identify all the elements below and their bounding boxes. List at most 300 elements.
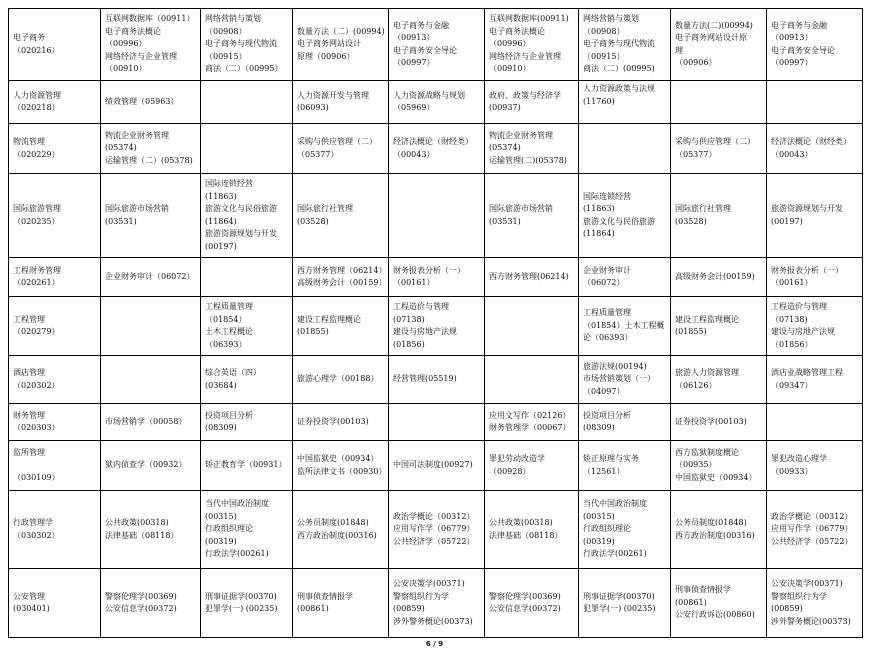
- course-cell: [201, 9, 293, 81]
- course-cell: [767, 81, 863, 124]
- course-line: （06126）: [675, 380, 717, 390]
- course-cell: [579, 174, 671, 258]
- course-cell: [293, 569, 389, 638]
- major-cell: [9, 297, 101, 356]
- course-line: 国际旅游市场营销: [105, 204, 169, 213]
- major-cell: [9, 81, 101, 124]
- course-line: 电子商务与金融: [393, 20, 449, 30]
- major-name: 电子商务: [13, 33, 45, 42]
- course-line: 行政组织理论: [205, 524, 253, 534]
- course-cell: [767, 9, 863, 81]
- course-line: 电子商务网站设计原: [675, 33, 747, 42]
- major-code: （020218）: [13, 103, 60, 112]
- course-cell: [671, 356, 767, 404]
- course-line: （00915）: [205, 51, 247, 61]
- course-line: 财务报表分析（一）: [393, 265, 465, 275]
- major-name: 工程管理: [13, 314, 45, 324]
- major-cell: [9, 356, 101, 404]
- course-line: （05969）: [393, 103, 435, 112]
- course-line: （00161）: [393, 278, 435, 287]
- course-line: 数量方法（二）(00994): [297, 26, 385, 36]
- course-cell: [101, 258, 201, 297]
- table-row: [9, 491, 863, 569]
- course-line: 西方监狱制度概论: [675, 447, 739, 457]
- course-cell: [389, 258, 485, 297]
- course-line: （00908）: [583, 26, 625, 36]
- course-line: (05374): [105, 143, 137, 153]
- course-line: （00908）: [205, 26, 247, 36]
- course-cell: [485, 9, 579, 81]
- course-line: 电子商务与现代物流: [583, 39, 655, 49]
- major-code: （020302）: [13, 380, 60, 390]
- course-cell: [671, 174, 767, 258]
- course-line: 财务管理学（00067）: [489, 423, 571, 432]
- course-line: 土木工程概论: [205, 327, 253, 336]
- course-cell: [293, 356, 389, 404]
- course-line: 电子商务法概论: [489, 26, 545, 36]
- course-line: (07138): [393, 314, 425, 324]
- course-line: （00910）: [489, 64, 531, 74]
- course-cell: [293, 491, 389, 569]
- course-line: 应用写作学（06779）: [393, 524, 475, 534]
- course-cell: [389, 81, 485, 124]
- major-code: (030401): [13, 604, 50, 613]
- course-line: 论（06393）: [583, 333, 633, 343]
- major-code: （020216）: [13, 45, 60, 55]
- course-cell: [101, 174, 201, 258]
- course-line: 西方政治制度(00316): [675, 530, 755, 540]
- course-line: 中国司法制度(00927): [393, 460, 473, 470]
- course-line: 当代中国政治制度: [205, 499, 269, 509]
- course-cell: [293, 81, 389, 124]
- course-line: (03531): [105, 216, 137, 226]
- course-line: (11760): [583, 96, 615, 106]
- course-cell: [101, 81, 201, 124]
- course-line: 公安决策学(00371): [393, 579, 465, 588]
- course-cell: [485, 569, 579, 638]
- course-line: (11863): [583, 204, 615, 213]
- course-line: 警察伦理学(00369): [489, 591, 561, 601]
- major-cell: [9, 124, 101, 174]
- course-line: 犯罪学(一) (00235): [583, 604, 656, 613]
- course-cell: [671, 297, 767, 356]
- course-line: 行政法学(00261): [205, 549, 269, 559]
- course-cell: [293, 174, 389, 258]
- course-line: 犯罪学(一) (00235): [205, 604, 278, 613]
- course-line: (01856): [393, 339, 425, 349]
- course-line: 工程质量管理: [205, 302, 253, 311]
- table-row: [9, 9, 863, 81]
- course-line: 证券投资学(00103): [297, 416, 369, 426]
- course-cell: [389, 356, 485, 404]
- course-line: (00197): [205, 241, 237, 251]
- course-line: (01855): [675, 327, 707, 336]
- course-cell: [485, 404, 579, 441]
- course-line: （05377）: [297, 149, 339, 159]
- major-code: [13, 459, 96, 472]
- course-line: 数量方法(二)(00994): [675, 20, 753, 30]
- course-line: 国际旅行社管理: [675, 204, 731, 213]
- course-line: 狱内侦查学（00932）: [105, 460, 187, 470]
- course-cell: [579, 297, 671, 356]
- course-cell: [201, 356, 293, 404]
- course-line: 综合英语（四）: [205, 368, 261, 377]
- course-line: 旅游人力资源管理: [675, 368, 739, 377]
- course-line: 电子商务网站设计: [297, 39, 361, 49]
- major-cell: [9, 258, 101, 297]
- course-line: 旅游资源规划与开发: [771, 204, 843, 213]
- course-line: 建设工程监理概论: [675, 314, 739, 324]
- course-line: 人力资源开发与管理: [297, 90, 369, 100]
- course-line: （00906）: [675, 58, 717, 67]
- course-line: (00859): [393, 604, 425, 613]
- course-cell: [767, 174, 863, 258]
- course-line: 商法（二）(00995): [583, 64, 655, 74]
- course-cell: [767, 258, 863, 297]
- major-name: 人力资源管理: [13, 90, 61, 100]
- course-line: 行政法学(00261): [583, 549, 647, 559]
- course-line: 中国监狱史（00934）: [675, 472, 757, 482]
- course-line: （00913）: [393, 33, 435, 42]
- table-row: [9, 404, 863, 441]
- course-line: 建设工程监理概论: [297, 314, 361, 324]
- major-name: 公安管理: [13, 591, 45, 601]
- course-cell: [485, 356, 579, 404]
- major-code: （030302）: [13, 530, 60, 540]
- major-cell: [9, 9, 101, 81]
- course-line: 刑事证据学(00370): [583, 591, 655, 601]
- major-name: 监所管理: [13, 447, 45, 457]
- course-cell: [101, 9, 201, 81]
- course-line: 涉外警务概论(00373): [771, 616, 851, 626]
- course-cell: [389, 297, 485, 356]
- course-line: （06072）: [583, 278, 625, 287]
- curriculum-table: [8, 8, 863, 638]
- course-cell: [485, 491, 579, 569]
- course-line: 市场营销学（00058）: [105, 416, 187, 426]
- course-line: 市场营销策划（一）: [583, 374, 655, 384]
- course-line: 企业财务审计: [583, 265, 631, 275]
- course-cell: [767, 491, 863, 569]
- course-line: 西方财务管理（06214）: [297, 265, 387, 275]
- course-line: （00935）: [675, 460, 717, 470]
- course-cell: [485, 297, 579, 356]
- major-code: （020303）: [13, 423, 60, 432]
- course-cell: [671, 9, 767, 81]
- course-line: （01856）: [771, 339, 813, 349]
- course-line: （00928）: [489, 466, 531, 476]
- course-cell: [293, 9, 389, 81]
- course-cell: [101, 124, 201, 174]
- course-line: 矫正原理与实务: [583, 454, 639, 463]
- course-line: 中国监狱史（00934）: [297, 454, 379, 463]
- course-line: 经济法概论（财经类）: [393, 137, 473, 146]
- course-line: （04097）: [583, 386, 625, 396]
- course-line: 物流企业财务管理: [489, 130, 553, 140]
- course-line: 电子商务安全导论: [393, 45, 457, 55]
- course-cell: [767, 404, 863, 441]
- course-cell: [101, 297, 201, 356]
- course-line: 建设与房地产法规: [393, 327, 457, 336]
- table-row: [9, 441, 863, 491]
- course-line: 网络经济与企业管理: [105, 51, 177, 61]
- course-line: 公务员制度(01848): [297, 518, 369, 527]
- course-cell: [671, 569, 767, 638]
- course-line: （00915）: [583, 51, 625, 61]
- course-line: 高级财务会计（00159）: [297, 278, 387, 287]
- course-line: 公安信息学(00372): [489, 604, 561, 613]
- course-cell: [579, 258, 671, 297]
- course-cell: [201, 124, 293, 174]
- course-line: 公务员制度(01848): [675, 518, 747, 527]
- course-line: 监所法律文书（00930）: [297, 466, 387, 476]
- course-cell: [293, 124, 389, 174]
- course-cell: [201, 81, 293, 124]
- course-line: 当代中国政治制度: [583, 499, 647, 509]
- course-line: 采购与供应管理（二）: [297, 137, 377, 146]
- course-line: (00315): [205, 511, 237, 521]
- major-name: 行政管理学: [13, 518, 53, 527]
- course-line: 旅游法规(00194): [583, 361, 647, 371]
- course-line: （00910）: [105, 64, 147, 74]
- major-code: （020229）: [13, 149, 60, 159]
- course-line: (03528): [297, 216, 329, 226]
- course-cell: [579, 81, 671, 124]
- course-cell: [485, 441, 579, 491]
- course-cell: [389, 174, 485, 258]
- course-line: 西方政治制度(00316): [297, 530, 377, 540]
- course-cell: [579, 356, 671, 404]
- course-line: 财务报表分析（一）: [771, 265, 843, 275]
- course-line: 运输管理(二)(05378): [489, 155, 567, 165]
- table-row: [9, 81, 863, 124]
- course-line: 公安信息学(00372): [105, 604, 177, 613]
- course-cell: [767, 124, 863, 174]
- course-cell: [671, 258, 767, 297]
- course-line: 刑事侦查情报学: [675, 585, 731, 595]
- course-cell: [201, 297, 293, 356]
- course-line: 旅游文化与民俗旅游: [205, 204, 277, 213]
- course-line: (00315): [583, 511, 615, 521]
- course-line: 人力资源政策与法规: [583, 84, 655, 94]
- course-cell: [101, 491, 201, 569]
- course-cell: [671, 441, 767, 491]
- course-cell: [389, 404, 485, 441]
- course-line: 刑事侦查情报学: [297, 591, 353, 601]
- major-name: 国际旅游管理: [13, 204, 61, 213]
- course-line: 工程造价与管理: [393, 302, 449, 311]
- course-line: (00861): [297, 604, 329, 613]
- course-cell: [671, 404, 767, 441]
- course-line: 投资项目分析: [205, 410, 253, 420]
- course-line: 应用写作学（06779）: [771, 524, 853, 534]
- course-cell: [389, 569, 485, 638]
- course-line: (06093): [297, 103, 329, 112]
- course-line: 警察组织行为学: [393, 591, 449, 601]
- course-line: （00997）: [393, 58, 435, 67]
- major-name: 物流管理: [13, 137, 45, 146]
- course-line: (03531): [489, 216, 521, 226]
- course-line: 国际旅行社管理: [297, 204, 353, 213]
- course-cell: [485, 258, 579, 297]
- course-line: 互联网数据库（00911）: [105, 14, 195, 24]
- course-cell: [293, 404, 389, 441]
- course-line: 国际连锁经营: [205, 179, 253, 188]
- course-cell: [485, 81, 579, 124]
- course-line: （00997）: [771, 58, 813, 67]
- course-line: 政治学概论（00312）: [393, 511, 475, 521]
- course-line: 警察组织行为学: [771, 591, 827, 601]
- course-cell: [671, 124, 767, 174]
- course-cell: [579, 441, 671, 491]
- course-line: （12561）: [583, 466, 625, 476]
- course-line: 罪犯劳动改造学: [489, 454, 545, 463]
- course-line: 刑事证据学(00370): [205, 591, 277, 601]
- course-line: (00937): [489, 103, 521, 112]
- course-line: 酒店业战略管理工程: [771, 368, 843, 377]
- table-body: [9, 9, 863, 638]
- course-line: 网络经济与企业管理: [489, 51, 561, 61]
- course-cell: [293, 441, 389, 491]
- course-line: 电子商务法概论: [105, 26, 161, 36]
- table-row: [9, 297, 863, 356]
- table-row: [9, 174, 863, 258]
- major-code: （020261）: [13, 278, 60, 287]
- course-line: 公安行政诉讼(00860): [675, 610, 755, 620]
- table-row: [9, 124, 863, 174]
- course-line: 公共经济学（05722）: [771, 536, 853, 546]
- course-cell: [485, 124, 579, 174]
- course-cell: [101, 404, 201, 441]
- course-line: （00933）: [771, 466, 813, 476]
- course-line: 旅游心理学（00188）: [297, 374, 379, 384]
- course-line: 西方财务管理(06214): [489, 271, 569, 281]
- course-line: 警察伦理学(00369): [105, 591, 177, 601]
- course-line: （00043）: [771, 149, 813, 159]
- course-line: （07138): [771, 314, 808, 324]
- course-line: 公共经济学（05722）: [393, 536, 475, 546]
- course-cell: [389, 491, 485, 569]
- course-cell: [767, 297, 863, 356]
- table-row: [9, 356, 863, 404]
- course-line: (08309): [205, 423, 237, 432]
- course-cell: [579, 9, 671, 81]
- course-cell: [201, 174, 293, 258]
- course-line: 电子商务与金融: [771, 20, 827, 30]
- course-cell: [101, 441, 201, 491]
- course-line: 工程造价与管理: [771, 302, 827, 311]
- major-cell: [9, 404, 101, 441]
- course-line: 投资项目分析: [583, 410, 631, 420]
- major-name: 财务管理: [13, 410, 45, 420]
- course-line: 法律基础（08118）: [105, 530, 179, 540]
- course-cell: [201, 491, 293, 569]
- major-code: （020235）: [13, 216, 60, 226]
- course-line: 物流企业财务管理: [105, 130, 169, 140]
- course-line: 国际旅游市场营销: [489, 204, 553, 213]
- course-line: 证券投资学(00103): [675, 416, 747, 426]
- major-name: 工程财务管理: [13, 265, 61, 275]
- course-line: 高级财务会计(00159): [675, 271, 755, 281]
- course-cell: [201, 569, 293, 638]
- course-cell: [579, 124, 671, 174]
- course-line: (00861): [675, 597, 707, 607]
- course-cell: [201, 258, 293, 297]
- course-line: （00996）: [489, 39, 531, 49]
- course-line: （09347）: [771, 380, 813, 390]
- course-line: 电子商务与现代物流: [205, 39, 277, 49]
- course-cell: [293, 297, 389, 356]
- course-line: (00859): [771, 604, 803, 613]
- major-cell: [9, 491, 101, 569]
- course-line: (00319): [205, 536, 237, 546]
- course-line: 应用文写作（02126）: [489, 410, 571, 420]
- course-line: 绩效管理（05963）: [105, 96, 179, 106]
- course-cell: [389, 124, 485, 174]
- course-line: （01854）: [205, 314, 247, 324]
- course-line: 采购与供应管理（二）: [675, 137, 755, 146]
- course-cell: [767, 441, 863, 491]
- course-line: (03684): [205, 380, 237, 390]
- course-cell: [293, 258, 389, 297]
- course-line: 网络营销与策划: [583, 14, 639, 24]
- course-line: （00043）: [393, 149, 435, 159]
- course-line: 原理（00906）: [297, 51, 355, 61]
- course-line: （05377）: [675, 149, 717, 159]
- course-line: 旅游文化与民俗旅游: [583, 216, 655, 226]
- course-line: (03528): [675, 216, 707, 226]
- course-line: 网络营销与策划: [205, 14, 261, 24]
- course-line: 运输管理（二）(05378): [105, 155, 193, 165]
- course-line: (11864): [205, 216, 237, 226]
- course-cell: [671, 81, 767, 124]
- major-cell: [9, 569, 101, 638]
- course-line: 国际连锁经营: [583, 191, 631, 201]
- course-cell: [389, 9, 485, 81]
- course-line: 理: [675, 45, 683, 55]
- major-name: 酒店管理: [13, 368, 45, 377]
- course-cell: [201, 404, 293, 441]
- course-cell: [671, 491, 767, 569]
- course-line: （00161）: [771, 278, 813, 287]
- course-cell: [201, 441, 293, 491]
- major-code: （020279）: [13, 327, 60, 336]
- course-line: 涉外警务概论(00373): [393, 616, 473, 626]
- page-number: 6 / 9: [425, 640, 444, 648]
- course-line: 罪犯改造心理学: [771, 454, 827, 463]
- course-line: 法律基础（08118）: [489, 530, 563, 540]
- course-cell: [485, 174, 579, 258]
- course-cell: [767, 356, 863, 404]
- course-line: （00996）: [105, 39, 147, 49]
- course-line: 企业财务审计（06072）: [105, 271, 195, 281]
- course-line: （01854）土木工程概: [583, 320, 665, 330]
- course-line: 经营管理(05519): [393, 374, 457, 384]
- course-cell: [101, 356, 201, 404]
- course-line: （00913）: [771, 33, 813, 42]
- course-cell: [579, 404, 671, 441]
- course-line: 建设与房地产法规: [771, 327, 835, 336]
- course-line: 公共政策(00318): [489, 518, 553, 527]
- table-row: [9, 569, 863, 638]
- course-line: 旅游资源规划与开发: [205, 229, 277, 238]
- course-line: [583, 108, 666, 121]
- course-line: (01855): [297, 327, 329, 336]
- course-line: 电子商务安全导论: [771, 45, 835, 55]
- course-line: (11863): [205, 191, 237, 201]
- course-line: 政治学概论（00312）: [771, 511, 853, 521]
- course-line: 行政组织理论: [583, 524, 631, 534]
